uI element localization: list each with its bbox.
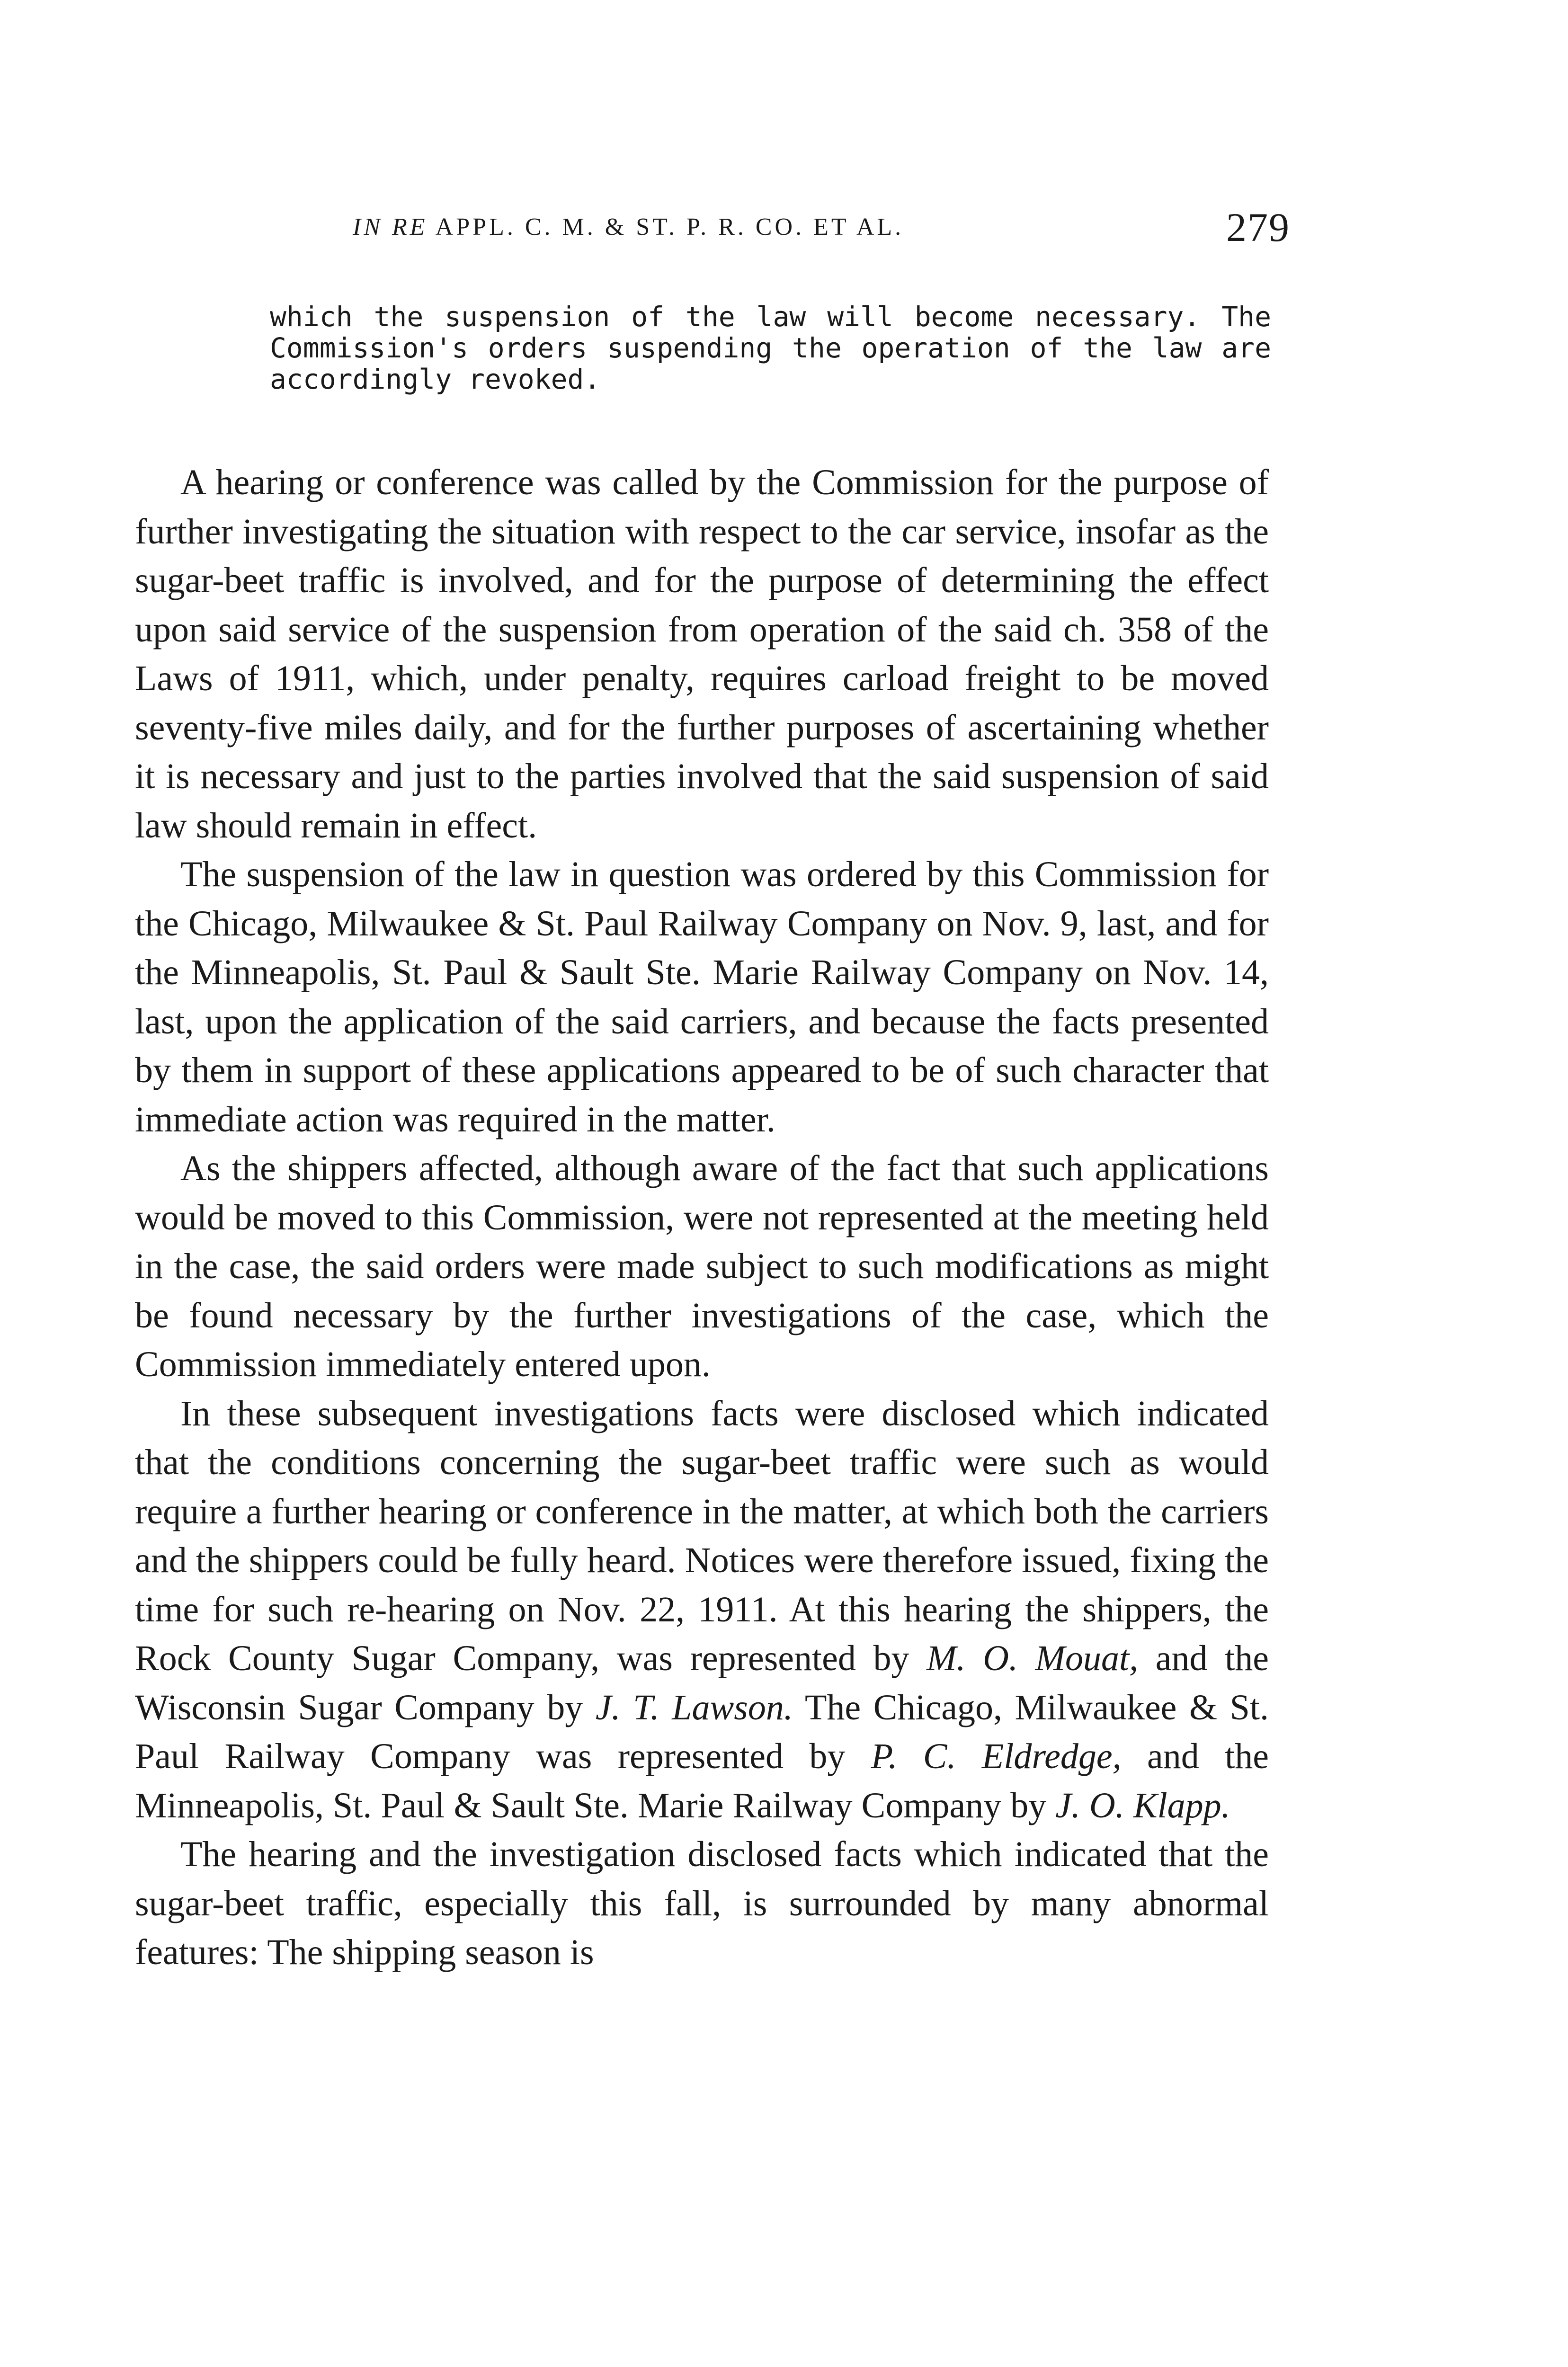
running-head xyxy=(135,204,1290,270)
paragraph-3: As the shippers affected, although aware of the fact that such applications would be moved to this Commission, were not represented at the meeting held in the case, the said orders were made subject to such modifications as might be found necessary by the further investigations of the case, which the Commission immediately entered upon. xyxy=(135,1148,1269,1384)
headnote xyxy=(270,301,1271,395)
running-title-rest: APPL. C. M. & ST. P. R. CO. ET AL. xyxy=(435,214,904,240)
paragraph-4-part-b: and the Wisconsin Sugar Company by xyxy=(135,1638,1269,1727)
headnote-text: which the suspension of the law will become necessary. The Commission's orders suspending the operation of the law are accordingly revoked. xyxy=(270,301,1271,395)
paragraph-4-part-d: and the Minneapolis, St. Paul & Sault Ste. Marie Railway Company by xyxy=(135,1736,1269,1825)
page-number: 279 xyxy=(1226,205,1290,250)
body-text xyxy=(135,458,1269,1977)
paragraph-4-part-c: The Chicago, Milwaukee & St. Paul Railway Company was represented by xyxy=(135,1687,1269,1776)
paragraph-5: The hearing and the investigation disclosed facts which indicated that the sugar-beet traffic, especially this fall, is surrounded by many abnormal features: The shipping season is xyxy=(135,1834,1269,1972)
running-title xyxy=(353,213,904,241)
running-title-italic: IN RE xyxy=(353,214,428,240)
paragraph-4 xyxy=(135,1389,1269,1831)
paragraph-1: A hearing or conference was called by the Commission for the purpose of further investigating the situation with respect to the car service, insofar as the sugar-beet traffic is involved, and for the purpose of determining the effect upon said service of the suspension from operation of the said ch. 358 of the Laws of 1911, which, under penalty, requires carload freight to be moved seventy-five miles daily, and for the further purposes of ascertaining whether it is necessary and just to the parties involved that the said suspension of said law should remain in effect. xyxy=(135,463,1269,845)
paragraph-2: The suspension of the law in question was ordered by this Commission for the Chicago, Milwaukee & St. Paul Railway Company on Nov. 9, last, and for the Minneapolis, St. Paul & Sault Ste. Marie Railway Company on Nov. 14, last, upon the application of the said carriers, and because the facts presented by them in support of these applications appeared to be of such character that immediate action was required in the matter. xyxy=(135,854,1269,1139)
representative-name: J. O. Klapp. xyxy=(1055,1785,1230,1825)
representative-name: M. O. Mouat, xyxy=(927,1638,1139,1678)
paragraph-4-part-a: In these subsequent investigations facts were disclosed which indicated that the conditions concerning the sugar-beet traffic were such as would require a further hearing or conference in the matter, at which both the carriers and the shippers could be fully heard. Notices were therefore issued, fixing the time for such re-hearing on Nov. 22, 1911. At this hearing the shippers, the Rock County Sugar Company, was represented by xyxy=(135,1393,1269,1678)
representative-name: P. C. Eldredge, xyxy=(871,1736,1122,1776)
representative-name: J. T. Lawson. xyxy=(595,1687,793,1727)
